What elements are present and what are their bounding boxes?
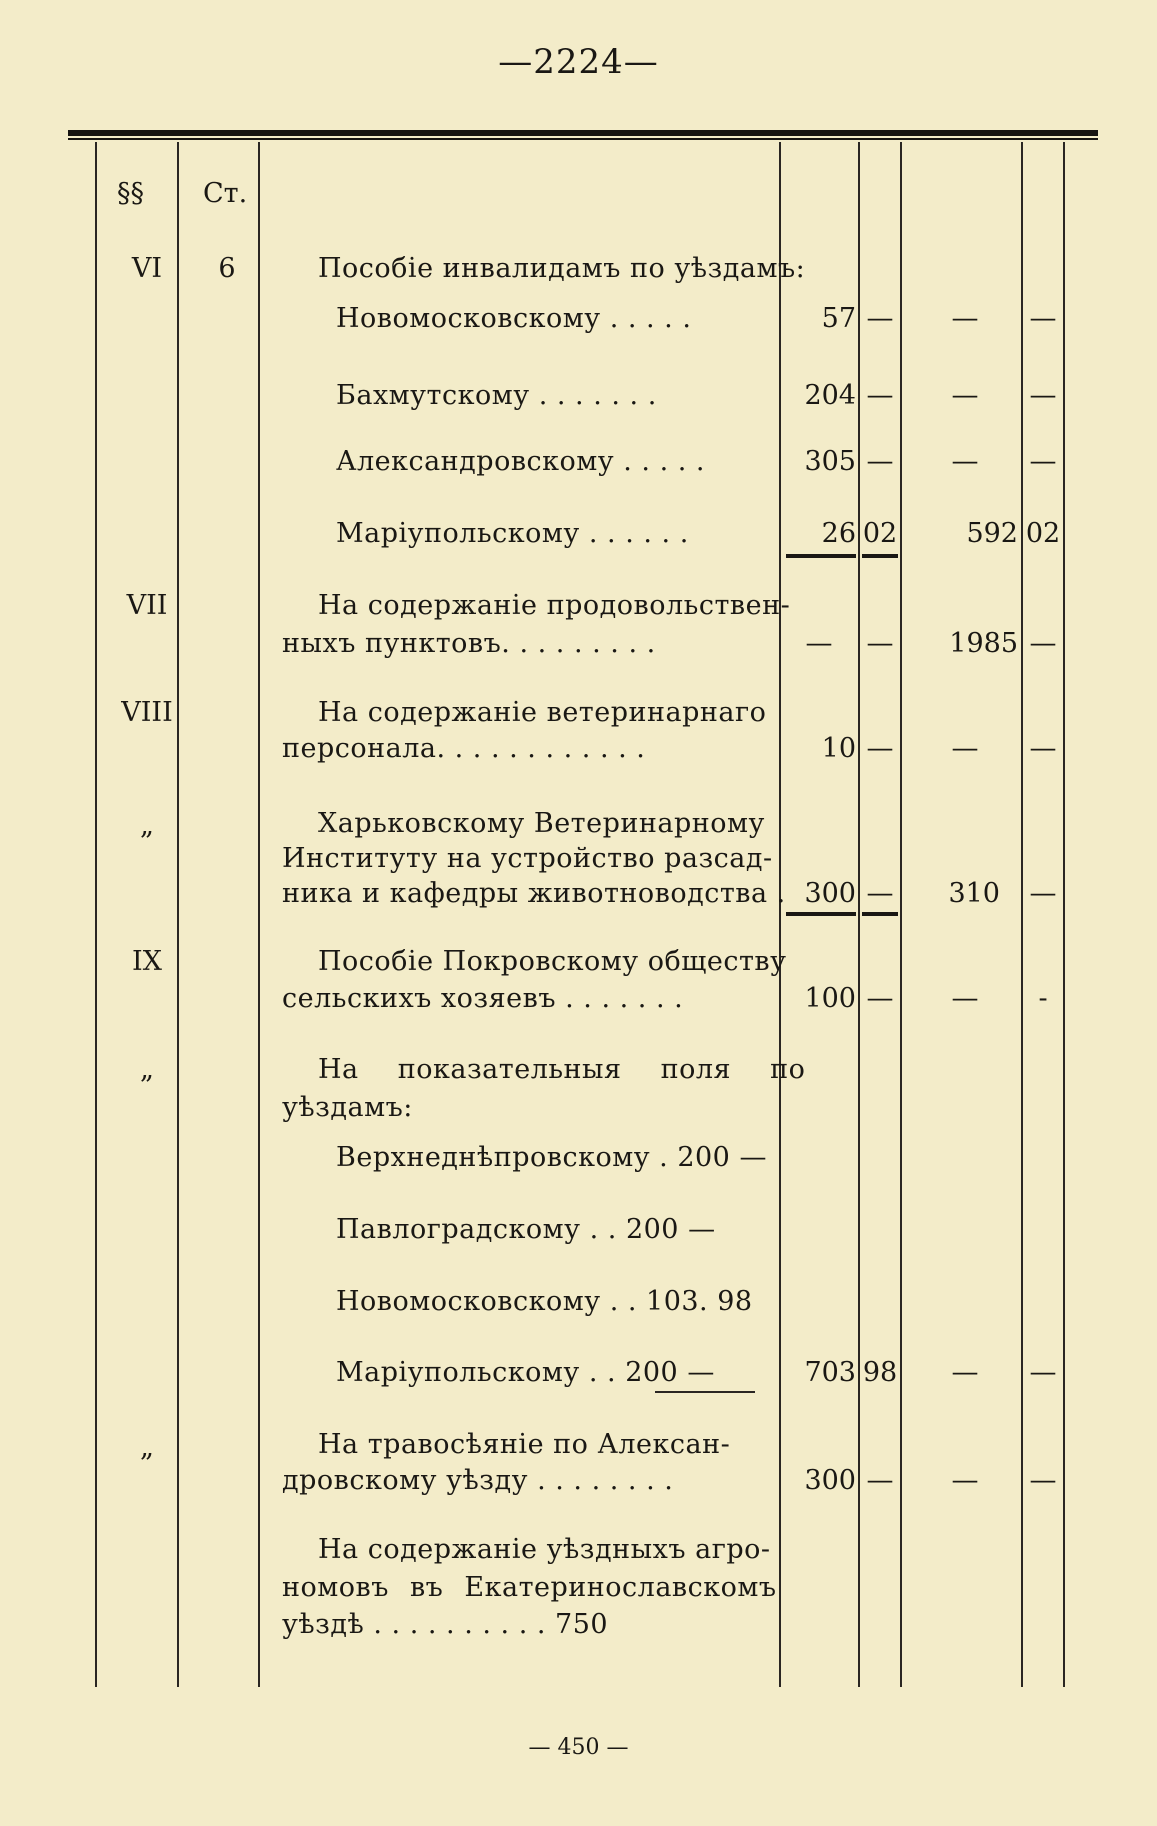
entry-kop: — <box>866 446 894 477</box>
entry-kop: — <box>866 1465 894 1496</box>
entry-total: — <box>951 303 979 334</box>
entry-total-kop: — <box>1029 628 1057 659</box>
entry-text: Александровскому . . . . . <box>336 446 705 477</box>
entry-text: дровскому уѣзду . . . . . . . . <box>282 1465 674 1496</box>
entry-kop: — <box>866 733 894 764</box>
entry-amount: 100 <box>804 983 856 1014</box>
entry-text: Маріупольскому . . 200 — <box>336 1357 715 1388</box>
entry-text: ника и кафедры животноводства . <box>282 878 786 909</box>
entry-total: — <box>951 983 979 1014</box>
entry-total-kop: 02 <box>1025 518 1061 549</box>
entry-text: Бахмутскому . . . . . . . <box>336 380 657 411</box>
entry-kop: — <box>866 878 894 909</box>
articles-header: Ст. <box>203 178 248 209</box>
section-number: „ <box>140 810 154 841</box>
entry-text: ныхъ пунктовъ. . . . . . . . . <box>282 628 656 659</box>
column-rule-right <box>1063 142 1065 1687</box>
column-rule-total <box>1021 142 1023 1687</box>
entry-kop: — <box>866 303 894 334</box>
entry-amount: 204 <box>804 380 856 411</box>
entry-text: На содержаніе уѣздныхъ агро- <box>318 1534 771 1565</box>
entry-text: персонала. . . . . . . . . . . . <box>282 733 646 764</box>
section-number: IX <box>132 946 162 977</box>
entry-text: уѣздамъ: <box>282 1092 413 1123</box>
entry-total: — <box>951 1357 979 1388</box>
entry-total: 1985 <box>949 628 1018 659</box>
sections-header: §§ <box>117 178 144 209</box>
entry-amount: 305 <box>804 446 856 477</box>
entry-amount: 300 <box>804 1465 856 1496</box>
column-rule-article <box>258 142 260 1687</box>
entry-kop: — <box>866 628 894 659</box>
entry-text: Маріупольскому . . . . . . <box>336 518 689 549</box>
subtotal-underline <box>655 1391 755 1393</box>
entry-kop: 02 <box>862 518 898 549</box>
entry-total-kop: — <box>1029 303 1057 334</box>
entry-total-kop: — <box>1029 380 1057 411</box>
entry-kop: — <box>866 380 894 411</box>
column-rule-text <box>779 142 781 1687</box>
entry-text: Новомосковскому . . 103. 98 <box>336 1286 753 1317</box>
subtotal-underline <box>786 912 856 916</box>
entry-text: Новомосковскому . . . . . <box>336 303 692 334</box>
entry-amount: 57 <box>821 303 856 334</box>
section-number: „ <box>140 1054 154 1085</box>
entry-text: Павлоградскому . . 200 — <box>336 1214 716 1245</box>
column-rule-kop <box>900 142 902 1687</box>
entry-text: Институту на устройство разсад- <box>282 843 773 874</box>
column-rule-amount <box>858 142 860 1687</box>
top-rule-thin <box>68 138 1098 140</box>
entry-total: 592 <box>966 518 1018 549</box>
top-rule <box>68 130 1098 136</box>
entry-amount: — <box>805 628 833 659</box>
entry-amount: 26 <box>821 518 856 549</box>
entry-total-kop: — <box>1029 733 1057 764</box>
entry-total: — <box>951 380 979 411</box>
entry-kop: — <box>866 983 894 1014</box>
column-rule-left <box>95 142 97 1687</box>
entry-text: номовъ въ Екатеринославскомъ <box>282 1572 777 1603</box>
page-number-bottom: — 450 — <box>528 1735 629 1760</box>
page-number-top: —2224— <box>498 42 659 82</box>
entry-total: 310 <box>948 878 1000 909</box>
entry-text: уѣздѣ . . . . . . . . . . 750 <box>282 1609 609 1640</box>
subtotal-underline <box>786 554 856 558</box>
section-number: VI <box>131 253 163 284</box>
entry-text: На травосѣяніе по Алексан- <box>318 1429 731 1460</box>
entry-amount: 10 <box>821 733 856 764</box>
section-number: VII <box>126 590 168 621</box>
entry-text: Верхнеднѣпровскому . 200 — <box>336 1142 767 1173</box>
entry-text: На показательныя поля по <box>318 1054 806 1085</box>
entry-total-kop: — <box>1029 878 1057 909</box>
entry-total-kop: — <box>1029 1465 1057 1496</box>
entry-text: сельскихъ хозяевъ . . . . . . . <box>282 983 684 1014</box>
subtotal-underline <box>862 554 898 558</box>
entry-total-kop: — <box>1029 1357 1057 1388</box>
entry-text: Харьковскому Ветеринарному <box>318 808 765 839</box>
entry-kop: 98 <box>862 1357 898 1388</box>
article-number: 6 <box>218 253 236 284</box>
entry-amount: 300 <box>804 878 856 909</box>
entry-total: — <box>951 446 979 477</box>
entry-total-kop: - <box>1038 983 1048 1014</box>
section-number: „ <box>140 1432 154 1463</box>
entry-text: На содержаніе продовольствен- <box>318 590 791 621</box>
entry-amount: 703 <box>804 1357 856 1388</box>
entry-text: На содержаніе ветеринарнаго <box>318 697 767 728</box>
entry-total: — <box>951 1465 979 1496</box>
subtotal-underline <box>862 912 898 916</box>
section-number: VIII <box>121 697 173 728</box>
entry-total: — <box>951 733 979 764</box>
entry-total-kop: — <box>1029 446 1057 477</box>
entry-text: Пособіе Покровскому обществу <box>318 946 787 977</box>
entry-text: Пособіе инвалидамъ по уѣздамъ: <box>318 253 806 284</box>
